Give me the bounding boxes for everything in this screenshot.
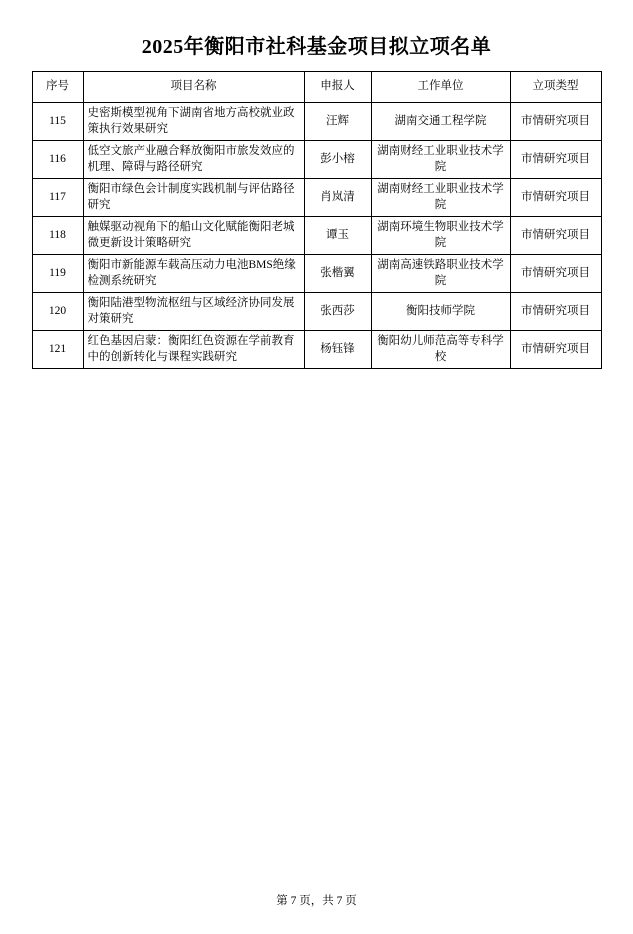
cell-project-name: 史密斯模型视角下湖南省地方高校就业政策执行效果研究 [83,103,304,141]
table-row [32,293,601,331]
cell-project-type: 市情研究项目 [510,103,601,141]
table-row [32,255,601,293]
cell-work-unit: 湖南财经工业职业技术学院 [371,179,510,217]
table-row [32,179,601,217]
cell-project-type: 市情研究项目 [510,293,601,331]
cell-project-type: 市情研究项目 [510,255,601,293]
cell-work-unit: 衡阳技师学院 [371,293,510,331]
cell-work-unit: 湖南财经工业职业技术学院 [371,141,510,179]
column-header-seq: 序号 [32,72,83,103]
cell-seq: 120 [32,293,83,331]
cell-project-name: 触媒驱动视角下的船山文化赋能衡阳老城微更新设计策略研究 [83,217,304,255]
cell-applicant: 谭玉 [304,217,371,255]
column-header-applicant: 申报人 [304,72,371,103]
cell-work-unit: 衡阳幼儿师范高等专科学校 [371,331,510,369]
table-row [32,331,601,369]
cell-project-name: 低空文旅产业融合释放衡阳市旅发效应的机理、障碍与路径研究 [83,141,304,179]
column-header-project-type: 立项类型 [510,72,601,103]
cell-applicant: 杨钰锋 [304,331,371,369]
cell-project-name: 衡阳市新能源车载高压动力电池BMS绝缘检测系统研究 [83,255,304,293]
cell-project-type: 市情研究项目 [510,217,601,255]
cell-seq: 117 [32,179,83,217]
cell-applicant: 汪辉 [304,103,371,141]
table-row [32,103,601,141]
cell-seq: 119 [32,255,83,293]
project-list-table [32,71,602,369]
cell-work-unit: 湖南环境生物职业技术学院 [371,217,510,255]
cell-seq: 115 [32,103,83,141]
cell-project-type: 市情研究项目 [510,179,601,217]
table-header-row [32,72,601,103]
cell-applicant: 彭小榕 [304,141,371,179]
cell-project-type: 市情研究项目 [510,331,601,369]
cell-project-name: 红色基因启蒙：衡阳红色资源在学前教育中的创新转化与课程实践研究 [83,331,304,369]
column-header-work-unit: 工作单位 [371,72,510,103]
column-header-project-name: 项目名称 [83,72,304,103]
cell-applicant: 肖岚清 [304,179,371,217]
page-title: 2025年衡阳市社科基金项目拟立项名单 [141,36,492,58]
cell-work-unit: 湖南高速铁路职业技术学院 [371,255,510,293]
cell-applicant: 张西莎 [304,293,371,331]
cell-seq: 118 [32,217,83,255]
table-row [32,217,601,255]
table-header [32,72,601,103]
table-row [32,141,601,179]
cell-project-type: 市情研究项目 [510,141,601,179]
table-body [32,103,601,369]
cell-project-name: 衡阳市绿色会计制度实践机制与评估路径研究 [83,179,304,217]
cell-applicant: 张楷翼 [304,255,371,293]
cell-seq: 116 [32,141,83,179]
cell-project-name: 衡阳陆港型物流枢纽与区域经济协同发展对策研究 [83,293,304,331]
cell-seq: 121 [32,331,83,369]
document-page [0,30,633,934]
cell-work-unit: 湖南交通工程学院 [371,103,510,141]
page-footer: 第 7 页，共 7 页 [276,895,357,907]
